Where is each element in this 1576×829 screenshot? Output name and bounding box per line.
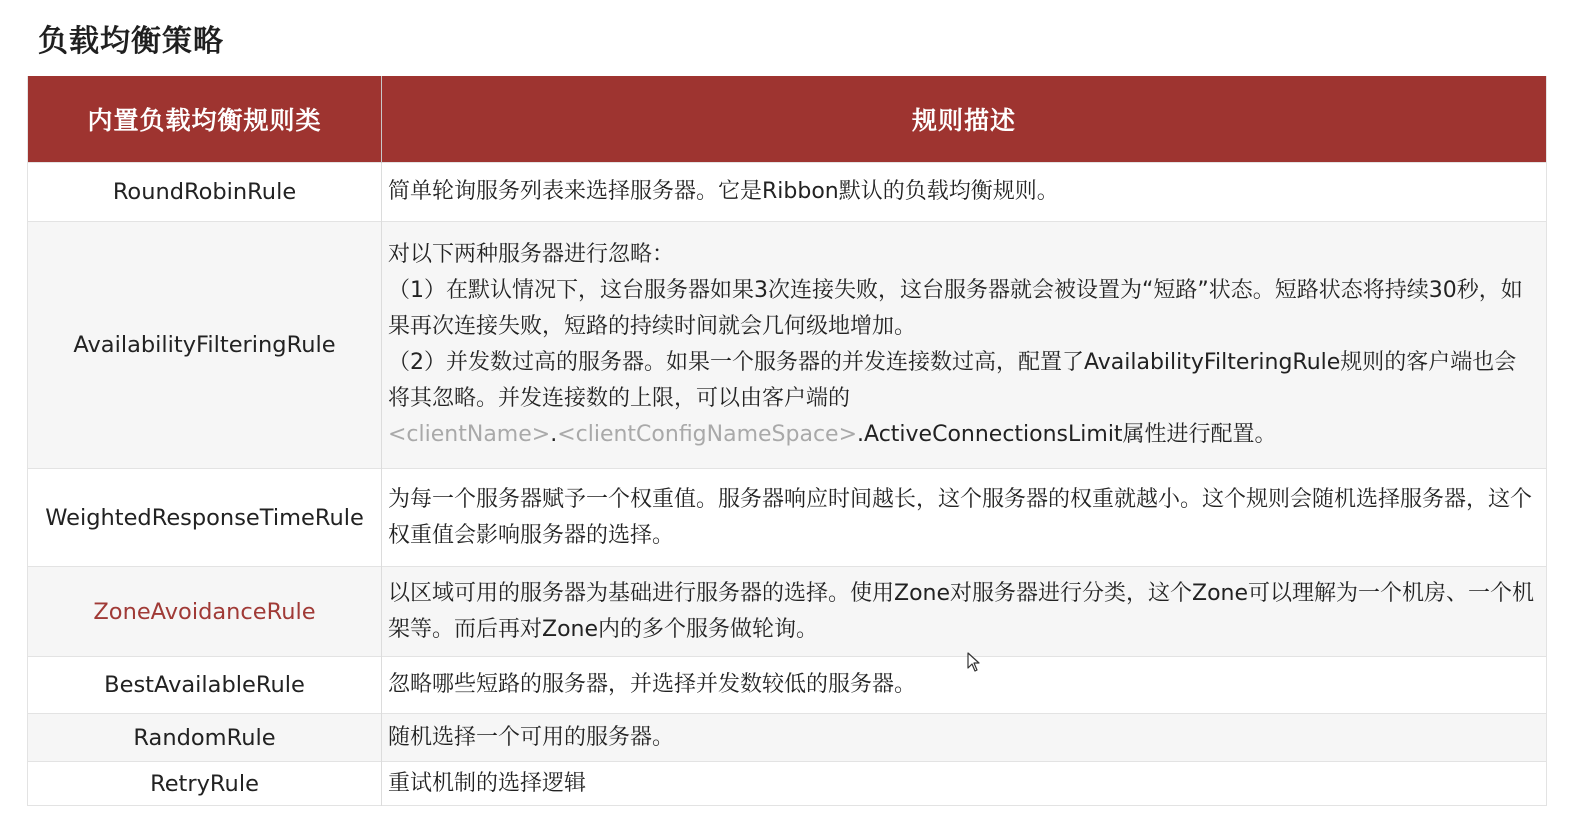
client-name-placeholder: <clientName> (388, 422, 551, 447)
table-row (28, 163, 1547, 222)
header-rule-description: 规则描述 (382, 76, 1547, 163)
rule-description: 忽略哪些短路的服务器，并选择并发数较低的服务器。 (382, 657, 1547, 714)
rule-name: WeightedResponseTimeRule (28, 469, 382, 567)
description-line: 对以下两种服务器进行忽略： (388, 242, 675, 267)
page-title: 负载均衡策略 (38, 24, 224, 59)
table-row (28, 762, 1547, 806)
config-dot: . (550, 422, 558, 447)
table-row (28, 222, 1547, 469)
description-line: （1）在默认情况下，这台服务器如果3次连接失败，这台服务器就会被设置为“短路”状态。短路状态将持续30秒，如果再次连接失败，短路的持续时间就会几何级地增加。 (388, 278, 1523, 339)
mouse-pointer-icon (967, 652, 981, 672)
rule-description (382, 222, 1547, 469)
description-line-config (388, 417, 1538, 453)
table-row (28, 567, 1547, 657)
description-line: （2）并发数过高的服务器。如果一个服务器的并发连接数过高，配置了AvailabilityFilteringRule规则的客户端也会将其忽略。并发连接数的上限，可以由客户端的 (388, 350, 1517, 411)
rules-table (27, 76, 1547, 806)
rule-name: BestAvailableRule (28, 657, 382, 714)
rule-description: 重试机制的选择逻辑 (382, 762, 1547, 806)
table-row (28, 657, 1547, 714)
rule-description: 随机选择一个可用的服务器。 (382, 714, 1547, 762)
rule-description: 简单轮询服务列表来选择服务器。它是Ribbon默认的负载均衡规则。 (382, 163, 1547, 222)
config-suffix: .ActiveConnectionsLimit属性进行配置。 (857, 422, 1277, 447)
client-config-namespace-placeholder: <clientConfigNameSpace> (557, 422, 858, 447)
rule-name: ZoneAvoidanceRule (28, 567, 382, 657)
table-row (28, 469, 1547, 567)
rule-name: AvailabilityFilteringRule (28, 222, 382, 469)
table-row (28, 714, 1547, 762)
rule-description: 为每一个服务器赋予一个权重值。服务器响应时间越长，这个服务器的权重就越小。这个规则会随机选择服务器，这个权重值会影响服务器的选择。 (382, 469, 1547, 567)
table-header-row (28, 76, 1547, 163)
rule-name: RandomRule (28, 714, 382, 762)
rule-description: 以区域可用的服务器为基础进行服务器的选择。使用Zone对服务器进行分类，这个Zone可以理解为一个机房、一个机架等。而后再对Zone内的多个服务做轮询。 (382, 567, 1547, 657)
rule-name: RetryRule (28, 762, 382, 806)
rule-name: RoundRobinRule (28, 163, 382, 222)
header-rule-class: 内置负载均衡规则类 (28, 76, 382, 163)
